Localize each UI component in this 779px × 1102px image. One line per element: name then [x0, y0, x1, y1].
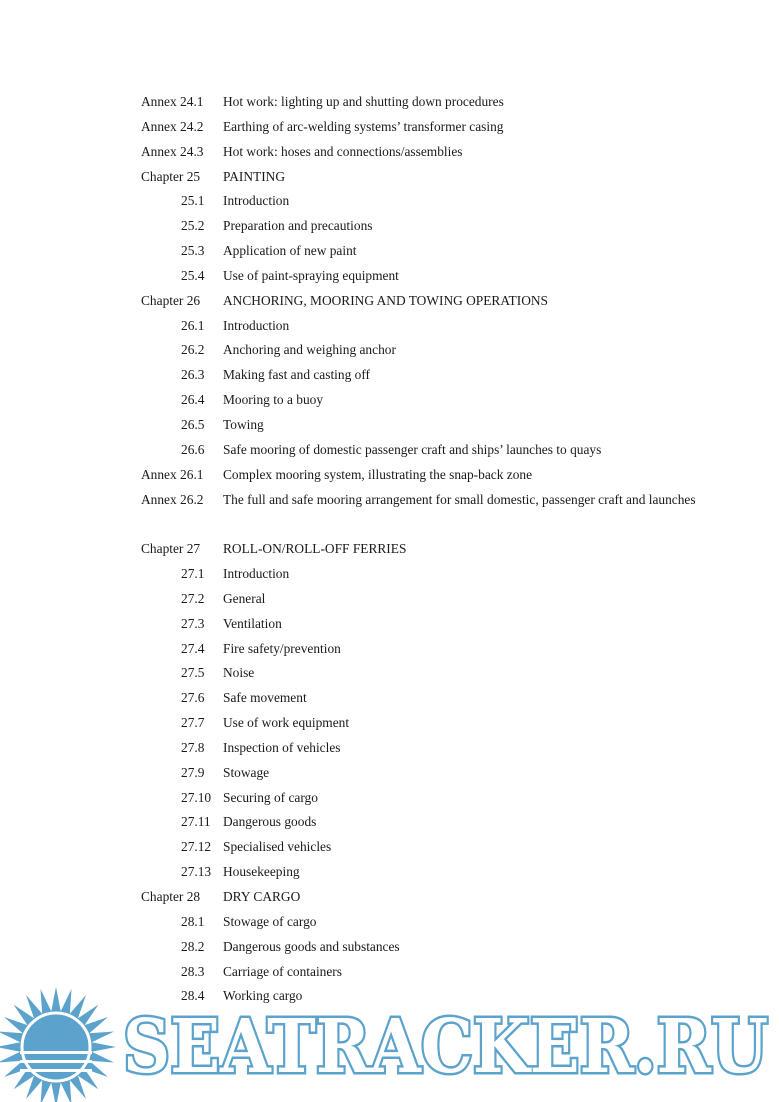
entry-number: 27.10 [181, 789, 212, 805]
entry-title: Hot work: hoses and connections/assemblies [223, 143, 463, 159]
entry-number: 27.6 [181, 690, 205, 706]
entry-number: 26.3 [181, 367, 205, 383]
entry-number: Annex 26.1 [141, 466, 204, 482]
section-entry [141, 413, 701, 438]
section-entry [141, 388, 701, 413]
entry-title: ROLL-ON/ROLL-OFF FERRIES [223, 541, 407, 557]
entry-title: Complex mooring system, illustrating the snap-back zone [223, 466, 533, 482]
entry-title: ANCHORING, MOORING AND TOWING OPERATIONS [223, 292, 548, 308]
entry-title: Mooring to a buoy [223, 392, 324, 408]
entry-title: Introduction [223, 193, 290, 209]
entry-title: Introduction [223, 317, 290, 333]
entry-title: Safe movement [223, 690, 307, 706]
entry-title: Introduction [223, 566, 290, 582]
section-entry [141, 860, 701, 885]
chapter-heading [141, 165, 701, 190]
entry-number: 28.1 [181, 913, 205, 929]
chapter-heading [141, 885, 701, 910]
entry-number: Annex 24.3 [141, 143, 204, 159]
annex-entry [141, 488, 701, 538]
entry-title: Preparation and precautions [223, 218, 373, 234]
entry-title: Application of new paint [223, 243, 357, 259]
section-entry [141, 612, 701, 637]
annex-entry [141, 463, 701, 488]
entry-title: Dangerous goods and substances [223, 938, 400, 954]
entry-number: Annex 24.1 [141, 94, 204, 109]
entry-number: Chapter 28 [141, 889, 201, 904]
annex-entry [141, 115, 701, 140]
section-entry [141, 338, 701, 363]
section-entry [141, 835, 701, 860]
entry-title: Safe mooring of domestic passenger craft and ships’ launches to quays [223, 441, 602, 457]
entry-number: 27.2 [181, 590, 205, 606]
entry-title: Inspection of vehicles [223, 739, 341, 755]
entry-number: 25.3 [181, 243, 205, 259]
entry-number: 25.2 [181, 218, 205, 234]
entry-title: Stowage [223, 764, 270, 780]
entry-number: 27.13 [181, 864, 212, 880]
entry-number: 27.11 [181, 814, 211, 830]
watermark [0, 985, 779, 1102]
entry-number: Chapter 27 [141, 541, 201, 557]
entry-title: DRY CARGO [223, 889, 301, 904]
annex-entry [141, 90, 701, 115]
section-entry [141, 686, 701, 711]
entry-number: 27.12 [181, 839, 212, 855]
entry-title: The full and safe mooring arrangement for small domestic, passenger craft and launches [223, 491, 696, 507]
entry-number: Annex 26.2 [141, 491, 204, 507]
entry-number: 26.2 [181, 342, 205, 358]
entry-number: 26.5 [181, 416, 205, 432]
entry-number: 28.2 [181, 938, 205, 954]
entry-title: Use of paint-spraying equipment [223, 267, 399, 283]
chapter-heading [141, 289, 701, 314]
entry-title: Anchoring and weighing anchor [223, 342, 396, 358]
section-entry [141, 314, 701, 339]
entry-title: Hot work: lighting up and shutting down procedures [223, 94, 504, 109]
entry-number: 26.4 [181, 392, 205, 408]
section-entry [141, 587, 701, 612]
entry-number: 27.1 [181, 566, 205, 582]
section-entry [141, 910, 701, 935]
section-entry [141, 264, 701, 289]
entry-title: Specialised vehicles [223, 839, 332, 855]
entry-number: 25.4 [181, 267, 205, 283]
table-of-contents [141, 90, 701, 1009]
entry-title: Making fast and casting off [223, 367, 371, 383]
entry-number: 27.4 [181, 640, 205, 656]
entry-title: Ventilation [223, 615, 282, 631]
section-entry [141, 189, 701, 214]
section-entry [141, 960, 701, 985]
section-entry [141, 935, 701, 960]
entry-number: 28.3 [181, 963, 205, 979]
section-entry [141, 661, 701, 686]
entry-title: Carriage of containers [223, 963, 342, 979]
entry-title: Towing [223, 416, 264, 432]
section-entry [141, 637, 701, 662]
sun-icon [0, 987, 116, 1102]
watermark-text: SEATRACKER.RU [123, 1004, 768, 1090]
section-entry [141, 786, 701, 811]
entry-title: PAINTING [223, 168, 285, 184]
entry-title: Stowage of cargo [223, 913, 317, 929]
entry-title: General [223, 590, 266, 606]
entry-number: 27.9 [181, 764, 205, 780]
entry-number: 25.1 [181, 193, 205, 209]
annex-entry [141, 140, 701, 165]
entry-title: Earthing of arc-welding systems’ transformer casing [223, 118, 504, 134]
entry-number: 27.8 [181, 739, 205, 755]
entry-number: Chapter 26 [141, 292, 201, 308]
chapter-heading [141, 537, 701, 562]
section-entry [141, 562, 701, 587]
entry-number: Chapter 25 [141, 168, 201, 184]
entry-number: 27.3 [181, 615, 205, 631]
entry-title: Fire safety/prevention [223, 640, 341, 656]
entry-title: Use of work equipment [223, 715, 350, 731]
section-entry [141, 761, 701, 786]
section-entry [141, 736, 701, 761]
entry-title: Securing of cargo [223, 789, 318, 805]
section-entry [141, 810, 701, 835]
section-entry [141, 239, 701, 264]
section-entry [141, 363, 701, 388]
entry-number: 27.7 [181, 715, 205, 731]
section-entry [141, 214, 701, 239]
entry-number: 28.4 [181, 988, 205, 1004]
entry-number: 27.5 [181, 665, 205, 681]
section-entry [141, 438, 701, 463]
entry-title: Working cargo [223, 988, 303, 1004]
entry-number: 26.1 [181, 317, 205, 333]
entry-number: 26.6 [181, 441, 205, 457]
section-entry [141, 711, 701, 736]
entry-title: Noise [223, 665, 255, 681]
entry-title: Housekeeping [223, 864, 300, 880]
entry-title: Dangerous goods [223, 814, 317, 830]
entry-number: Annex 24.2 [141, 118, 204, 134]
